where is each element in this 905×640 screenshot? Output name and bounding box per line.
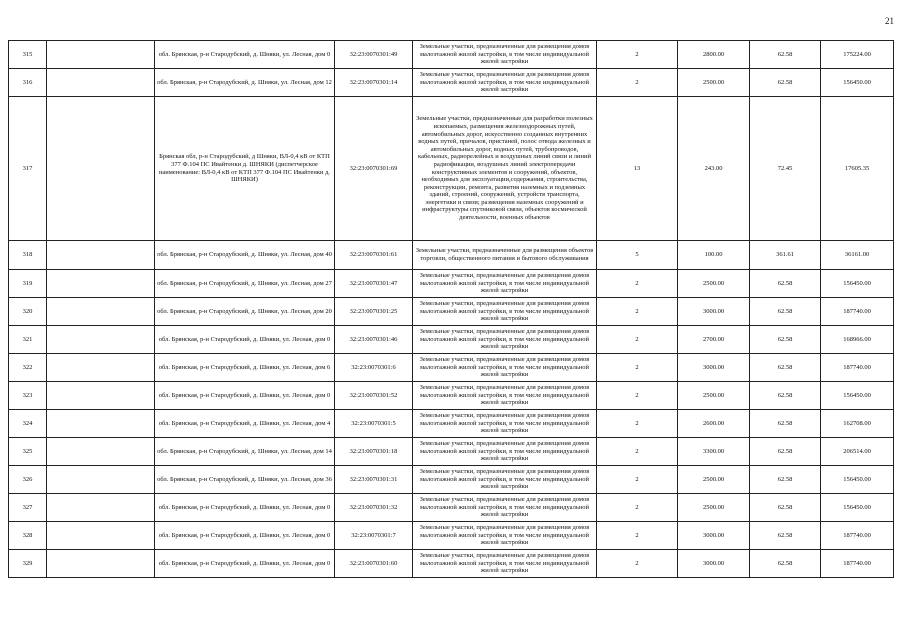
cadastral-value-cell: 175224.00 xyxy=(821,41,894,69)
table-row xyxy=(9,69,894,97)
land-use-cell: Земельные участки, предназначенные для размещения домов малоэтажной жилой застройки, в том числе индивидуальной жилой застройки xyxy=(413,326,597,354)
address-cell: обл. Брянская, р-н Стародубский, д. Шняки, ул. Лесная, дом 0 xyxy=(155,41,335,69)
cadastral-number-cell: 32:23:0070301:69 xyxy=(335,97,413,241)
land-use-cell: Земельные участки, предназначенные для разработки полезных ископаемых, размещения железнодорожных путей, автомобильных дорог, искусственно созданных внутренних водных путей, причалов, пристаней, полос отвода железных и автомобильных дорог, водных путей, трубопроводов, кабельных, радиорелейных и воздушных линий связи и линий радиофикации, воздушных линий электропередачи конструктивных элементов и сооружений, объектов, необходимых для эксплуатации,содержания, строительства, реконструкции, ремонта, развития наземных и подземных зданий, строений, сооружений, устройств транспорта, энергетики и связи; размещения наземных сооружений и инфраструктуры спутниковой связи, объектов космической деятельности, военных объектов xyxy=(413,97,597,241)
cadastral-value-cell: 156450.00 xyxy=(821,270,894,298)
specific-value-cell: 62.58 xyxy=(750,69,821,97)
empty-cell xyxy=(47,494,155,522)
cadastral-number-cell: 32:23:0070301:14 xyxy=(335,69,413,97)
empty-cell xyxy=(47,298,155,326)
cadastral-number-cell: 32:23:0070301:47 xyxy=(335,270,413,298)
cadastral-value-cell: 156450.00 xyxy=(821,382,894,410)
specific-value-cell: 62.58 xyxy=(750,438,821,466)
use-group-cell: 2 xyxy=(597,326,678,354)
row-number-cell: 328 xyxy=(9,522,47,550)
address-cell: обл. Брянская, р-н Стародубский, д. Шняки, ул. Лесная, дом 0 xyxy=(155,494,335,522)
row-number-cell: 325 xyxy=(9,438,47,466)
use-group-cell: 2 xyxy=(597,354,678,382)
row-number-cell: 323 xyxy=(9,382,47,410)
address-cell: обл. Брянская, р-н Стародубский, д. Шняки, ул. Лесная, дом 36 xyxy=(155,466,335,494)
cadastral-number-cell: 32:23:0070301:7 xyxy=(335,522,413,550)
area-cell: 2700.00 xyxy=(678,326,750,354)
specific-value-cell: 361.61 xyxy=(750,241,821,270)
address-cell: Брянская обл, р-н Стародубский, д Шняки, ВЛ-0,4 кВ от КТП 377 Ф.104 ПС Ивайтенки д. ШНЯКИ (диспетчерское наименование: ВЛ-0,4 кВ от КТП 377 Ф.104 ПС Ивайтенки д. ШНЯКИ) xyxy=(155,97,335,241)
cadastral-number-cell: 32:23:0070301:52 xyxy=(335,382,413,410)
cadastral-number-cell: 32:23:0070301:60 xyxy=(335,550,413,578)
cadastral-number-cell: 32:23:0070301:46 xyxy=(335,326,413,354)
area-cell: 2800.00 xyxy=(678,41,750,69)
cadastral-number-cell: 32:23:0070301:32 xyxy=(335,494,413,522)
empty-cell xyxy=(47,466,155,494)
row-number-cell: 329 xyxy=(9,550,47,578)
cadastral-value-cell: 187740.00 xyxy=(821,298,894,326)
empty-cell xyxy=(47,241,155,270)
address-cell: обл. Брянская, р-н Стародубский, д. Шняки, ул. Лесная, дом 0 xyxy=(155,382,335,410)
specific-value-cell: 62.58 xyxy=(750,298,821,326)
area-cell: 3000.00 xyxy=(678,550,750,578)
row-number-cell: 324 xyxy=(9,410,47,438)
area-cell: 243.00 xyxy=(678,97,750,241)
address-cell: обл. Брянская, р-н Стародубский, д. Шняки, ул. Лесная, дом 0 xyxy=(155,522,335,550)
empty-cell xyxy=(47,97,155,241)
area-cell: 3000.00 xyxy=(678,298,750,326)
cadastral-value-cell: 156450.00 xyxy=(821,69,894,97)
land-use-cell: Земельные участки, предназначенные для размещения домов малоэтажной жилой застройки, в том числе индивидуальной жилой застройки xyxy=(413,382,597,410)
specific-value-cell: 72.45 xyxy=(750,97,821,241)
row-number-cell: 320 xyxy=(9,298,47,326)
use-group-cell: 2 xyxy=(597,382,678,410)
table-row xyxy=(9,410,894,438)
specific-value-cell: 62.58 xyxy=(750,382,821,410)
land-use-cell: Земельные участки, предназначенные для размещения домов малоэтажной жилой застройки, в том числе индивидуальной жилой застройки xyxy=(413,522,597,550)
row-number-cell: 322 xyxy=(9,354,47,382)
row-number-cell: 318 xyxy=(9,241,47,270)
table-row xyxy=(9,466,894,494)
area-cell: 100.00 xyxy=(678,241,750,270)
use-group-cell: 2 xyxy=(597,550,678,578)
table-row xyxy=(9,241,894,270)
row-number-cell: 327 xyxy=(9,494,47,522)
cadastral-value-cell: 36161.00 xyxy=(821,241,894,270)
use-group-cell: 13 xyxy=(597,97,678,241)
land-use-cell: Земельные участки, предназначенные для размещения домов малоэтажной жилой застройки, в том числе индивидуальной жилой застройки xyxy=(413,494,597,522)
cadastral-number-cell: 32:23:0070301:6 xyxy=(335,354,413,382)
area-cell: 3000.00 xyxy=(678,354,750,382)
table-row xyxy=(9,550,894,578)
specific-value-cell: 62.58 xyxy=(750,354,821,382)
land-use-cell: Земельные участки, предназначенные для размещения домов малоэтажной жилой застройки, в том числе индивидуальной жилой застройки xyxy=(413,270,597,298)
area-cell: 2600.00 xyxy=(678,410,750,438)
table-row xyxy=(9,298,894,326)
table-row xyxy=(9,354,894,382)
specific-value-cell: 62.58 xyxy=(750,41,821,69)
land-use-cell: Земельные участки, предназначенные для размещения домов малоэтажной жилой застройки, в том числе индивидуальной жилой застройки xyxy=(413,438,597,466)
area-cell: 3000.00 xyxy=(678,522,750,550)
land-use-cell: Земельные участки, предназначенные для размещения домов малоэтажной жилой застройки, в том числе индивидуальной жилой застройки xyxy=(413,354,597,382)
land-use-cell: Земельные участки, предназначенные для размещения домов малоэтажной жилой застройки, в том числе индивидуальной жилой застройки xyxy=(413,410,597,438)
cadastral-value-cell: 156450.00 xyxy=(821,494,894,522)
table-row xyxy=(9,522,894,550)
empty-cell xyxy=(47,270,155,298)
empty-cell xyxy=(47,69,155,97)
cadastral-number-cell: 32:23:0070301:31 xyxy=(335,466,413,494)
address-cell: обл. Брянская, р-н Стародубский, д. Шняки, ул. Лесная, дом 27 xyxy=(155,270,335,298)
cadastral-value-cell: 156450.00 xyxy=(821,466,894,494)
address-cell: обл. Брянская, р-н Стародубский, д. Шняки, ул. Лесная, дом 40 xyxy=(155,241,335,270)
land-use-cell: Земельные участки, предназначенные для размещения домов малоэтажной жилой застройки, в том числе индивидуальной жилой застройки xyxy=(413,298,597,326)
table-row xyxy=(9,97,894,241)
row-number-cell: 315 xyxy=(9,41,47,69)
row-number-cell: 321 xyxy=(9,326,47,354)
address-cell: обл. Брянская, р-н Стародубский, д. Шняки, ул. Лесная, дом 0 xyxy=(155,326,335,354)
empty-cell xyxy=(47,438,155,466)
use-group-cell: 5 xyxy=(597,241,678,270)
cadastral-number-cell: 32:23:0070301:61 xyxy=(335,241,413,270)
address-cell: обл. Брянская, р-н Стародубский, д. Шняки, ул. Лесная, дом 4 xyxy=(155,410,335,438)
table-row xyxy=(9,494,894,522)
specific-value-cell: 62.58 xyxy=(750,466,821,494)
specific-value-cell: 62.58 xyxy=(750,494,821,522)
specific-value-cell: 62.58 xyxy=(750,270,821,298)
specific-value-cell: 62.58 xyxy=(750,326,821,354)
use-group-cell: 2 xyxy=(597,410,678,438)
row-number-cell: 326 xyxy=(9,466,47,494)
empty-cell xyxy=(47,522,155,550)
area-cell: 2500.00 xyxy=(678,466,750,494)
cadastral-value-cell: 187740.00 xyxy=(821,354,894,382)
table-row xyxy=(9,438,894,466)
table-row xyxy=(9,326,894,354)
area-cell: 2500.00 xyxy=(678,270,750,298)
address-cell: обл. Брянская, р-н Стародубский, д. Шняки, ул. Лесная, дом 12 xyxy=(155,69,335,97)
land-use-cell: Земельные участки, предназначенные для размещения домов малоэтажной жилой застройки, в том числе индивидуальной жилой застройки xyxy=(413,41,597,69)
cadastral-value-cell: 162708.00 xyxy=(821,410,894,438)
use-group-cell: 2 xyxy=(597,298,678,326)
use-group-cell: 2 xyxy=(597,69,678,97)
use-group-cell: 2 xyxy=(597,466,678,494)
table-row xyxy=(9,270,894,298)
empty-cell xyxy=(47,354,155,382)
area-cell: 3300.00 xyxy=(678,438,750,466)
use-group-cell: 2 xyxy=(597,270,678,298)
cadastral-number-cell: 32:23:0070301:25 xyxy=(335,298,413,326)
area-cell: 2500.00 xyxy=(678,494,750,522)
address-cell: обл. Брянская, р-н Стародубский, д. Шняки, ул. Лесная, дом 6 xyxy=(155,354,335,382)
use-group-cell: 2 xyxy=(597,522,678,550)
specific-value-cell: 62.58 xyxy=(750,410,821,438)
table-row xyxy=(9,41,894,69)
row-number-cell: 319 xyxy=(9,270,47,298)
land-use-cell: Земельные участки, предназначенные для размещения объектов торговли, общественного питания и бытового обслуживания xyxy=(413,241,597,270)
land-use-cell: Земельные участки, предназначенные для размещения домов малоэтажной жилой застройки, в том числе индивидуальной жилой застройки xyxy=(413,466,597,494)
empty-cell xyxy=(47,382,155,410)
use-group-cell: 2 xyxy=(597,494,678,522)
table-body xyxy=(9,41,894,578)
cadastral-value-table xyxy=(8,40,894,578)
row-number-cell: 317 xyxy=(9,97,47,241)
address-cell: обл. Брянская, р-н Стародубский, д. Шняки, ул. Лесная, дом 0 xyxy=(155,550,335,578)
cadastral-value-cell: 187740.00 xyxy=(821,522,894,550)
row-number-cell: 316 xyxy=(9,69,47,97)
use-group-cell: 2 xyxy=(597,438,678,466)
cadastral-value-cell: 17605.35 xyxy=(821,97,894,241)
page-number: 21 xyxy=(885,16,894,26)
empty-cell xyxy=(47,41,155,69)
table-row xyxy=(9,382,894,410)
empty-cell xyxy=(47,326,155,354)
land-use-cell: Земельные участки, предназначенные для размещения домов малоэтажной жилой застройки, в том числе индивидуальной жилой застройки xyxy=(413,69,597,97)
specific-value-cell: 62.58 xyxy=(750,550,821,578)
address-cell: обл. Брянская, р-н Стародубский, д. Шняки, ул. Лесная, дом 20 xyxy=(155,298,335,326)
cadastral-number-cell: 32:23:0070301:49 xyxy=(335,41,413,69)
cadastral-number-cell: 32:23:0070301:18 xyxy=(335,438,413,466)
empty-cell xyxy=(47,550,155,578)
empty-cell xyxy=(47,410,155,438)
cadastral-value-cell: 168966.00 xyxy=(821,326,894,354)
cadastral-number-cell: 32:23:0070301:5 xyxy=(335,410,413,438)
use-group-cell: 2 xyxy=(597,41,678,69)
address-cell: обл. Брянская, р-н Стародубский, д. Шняки, ул. Лесная, дом 14 xyxy=(155,438,335,466)
land-use-cell: Земельные участки, предназначенные для размещения домов малоэтажной жилой застройки, в том числе индивидуальной жилой застройки xyxy=(413,550,597,578)
area-cell: 2500.00 xyxy=(678,382,750,410)
specific-value-cell: 62.58 xyxy=(750,522,821,550)
cadastral-value-cell: 187740.00 xyxy=(821,550,894,578)
area-cell: 2500.00 xyxy=(678,69,750,97)
cadastral-value-cell: 206514.00 xyxy=(821,438,894,466)
